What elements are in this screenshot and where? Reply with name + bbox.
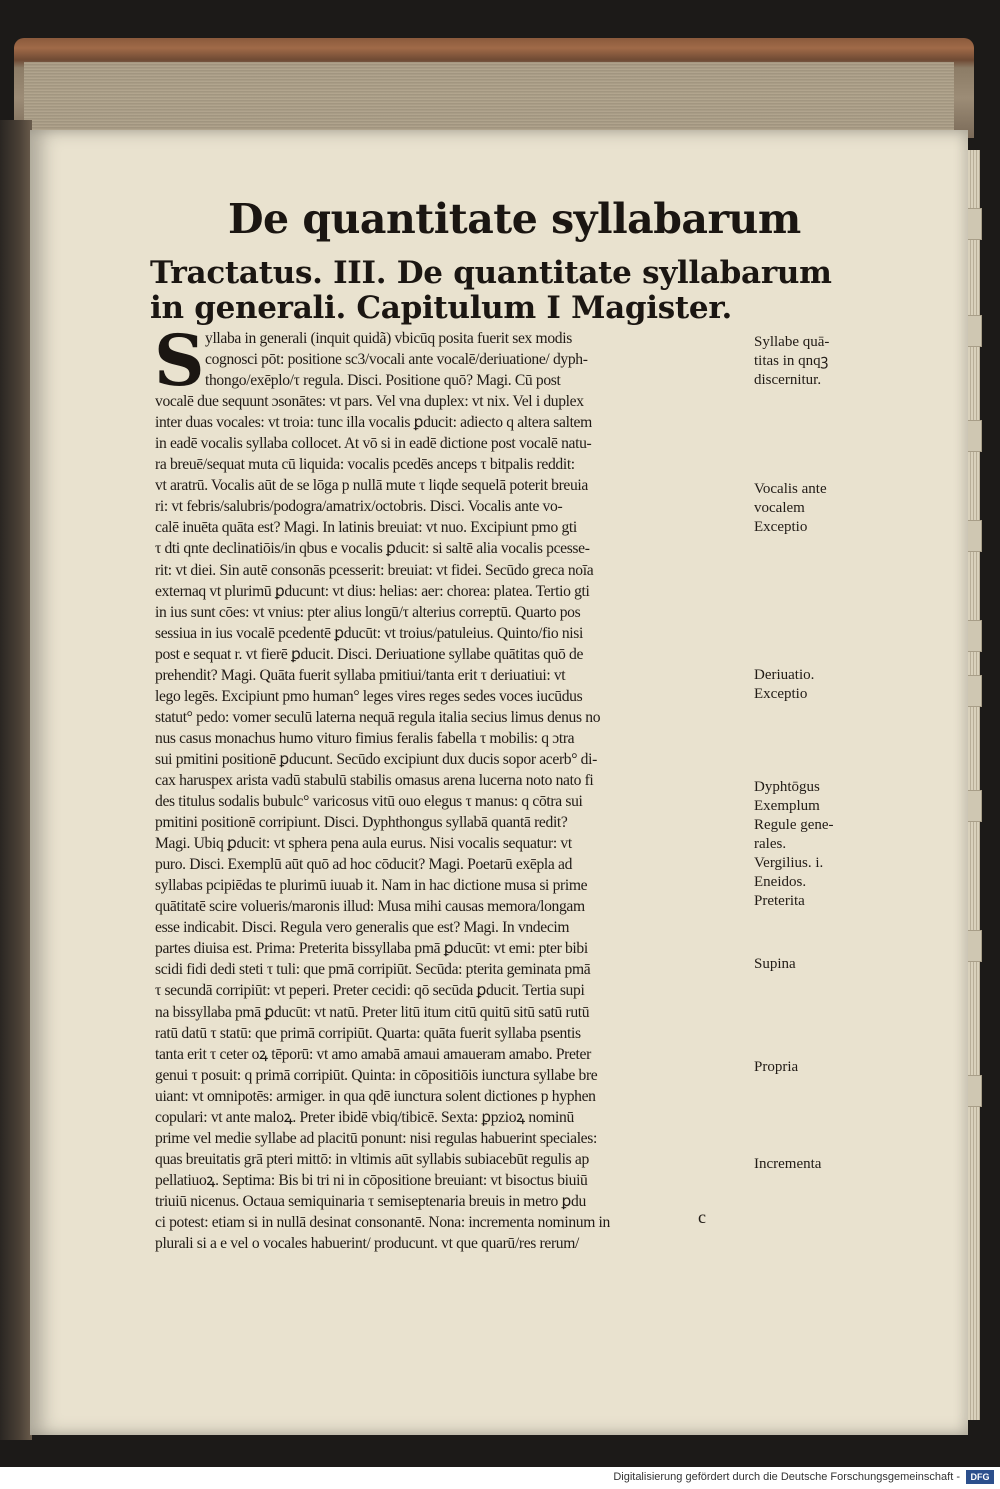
margin-note-line: Supina bbox=[754, 956, 796, 972]
text-line: nus casus monachus humo vituro fimius feralis fabella τ mobilis: q ɔtra bbox=[155, 729, 575, 747]
text-line: externaq vt plurimū ꝑducunt: vt dius: helias: aer: chorea: platea. Tertio gti bbox=[155, 582, 590, 600]
text-line: quātitatē scire volueris/maronis illud: Musa mihi causas memora/longam bbox=[155, 898, 585, 916]
text-line: sui pmitini positionē ꝑducunt. Secūdo excipiunt dux ducis sopor acerb° di- bbox=[155, 750, 597, 768]
margin-note-line: Regule gene- bbox=[754, 817, 834, 833]
page-tab bbox=[966, 620, 982, 652]
footer-bar bbox=[0, 1467, 1000, 1489]
margin-note-line: Syllabe quā- bbox=[754, 334, 830, 350]
margin-note-dyphtongus bbox=[754, 778, 864, 911]
text-line: ri: vt febris/salubris/podogra/amatrix/octobris. Disci. Vocalis ante vo- bbox=[155, 498, 563, 516]
text-line: cognosci pōt: positione sc3/vocali ante vocalē/deriuatione/ dyph- bbox=[205, 351, 588, 369]
page-tab bbox=[966, 420, 982, 452]
text-line: τ dti qnte declinatiōis/in qbus e vocalis ꝑducit: si saltē alia vocalis pcesse- bbox=[155, 540, 590, 558]
page-tab bbox=[966, 930, 982, 962]
text-line: uiant: vt omnipotēs: armiger. in qua qdē iunctura solent dictiones p hyphen bbox=[155, 1087, 596, 1105]
margin-note-line: rales. bbox=[754, 836, 787, 852]
margin-note-deriuatio bbox=[754, 666, 864, 704]
margin-note-vocalis bbox=[754, 480, 864, 537]
chapter-heading-line-2: in generali. Capitulum I Magister. bbox=[150, 290, 733, 326]
text-line: statut° pedo: vomer seculū laterna nequā regula italia secius limus denus no bbox=[155, 708, 601, 726]
text-line: partes diuisa est. Prima: Preterita bissyllaba pmā ꝑducūt: vt emi: pter bibi bbox=[155, 940, 588, 958]
margin-note-line: Vergilius. i. bbox=[754, 855, 824, 871]
margin-note-incrementa bbox=[754, 1155, 864, 1174]
text-line: prime vel medie syllabe ad placitū ponunt: nisi regulas habuerint speciales: bbox=[155, 1129, 597, 1147]
margin-note-syllabe bbox=[754, 333, 864, 390]
text-line: post e sequat r. vt fierē ꝑducit. Disci. Deriuatione syllabe quātitas quō de bbox=[155, 645, 584, 663]
text-line: plurali si a e vel o vocales habuerint/ producunt. vt que quarū/res rerum/ bbox=[155, 1235, 580, 1253]
text-line: inter duas vocales: vt troia: tunc illa vocalis ꝑducit: adiecto q altera saltem bbox=[155, 414, 592, 432]
text-line: prehendit? Magi. Quāta fuerit syllaba pmitiui/tanta erit τ deriuatiui: vt bbox=[155, 666, 566, 684]
text-line: ratū datū τ statū: que primā corripiūt. Quarta: quāta fuerit syllaba psentis bbox=[155, 1024, 581, 1042]
margin-note-line: Exemplum bbox=[754, 798, 820, 814]
margin-note-line: vocalem bbox=[754, 500, 805, 516]
text-line: tanta erit τ ceter oꝝ tēporū: vt amo amabā amaui amaueram amabo. Preter bbox=[155, 1045, 591, 1063]
text-line: ra breuē/sequat muta cū liquida: vocalis pcedēs anceps τ bitpalis reddit: bbox=[155, 456, 575, 474]
text-line: pellatiuoꝝ. Septima: Bis bi tri ni in cōpositione breuiant: vt bisoctus biuiū bbox=[155, 1171, 588, 1189]
text-line: na bissyllaba pmā ꝑducūt: vt natū. Preter litū itum citū quitū sitū satū rutū bbox=[155, 1003, 590, 1021]
margin-note-supina bbox=[754, 955, 864, 974]
margin-note-line: Exceptio bbox=[754, 519, 808, 535]
text-line: calē inuēta quāta est? Magi. In latinis breuiat: vt nuo. Excipiunt pmo gti bbox=[155, 519, 577, 537]
text-line: genui τ posuit: q primā corripiūt. Quinta: in cōpositiōis iunctura syllabe bre bbox=[155, 1066, 598, 1084]
decorated-initial: S bbox=[154, 319, 205, 402]
page-tab bbox=[966, 675, 982, 707]
chapter-heading-line-1: Tractatus. III. De quantitate syllabarum bbox=[150, 255, 832, 291]
text-line: yllaba in generali (inquit quidã) vbicūq posita fuerit sex modis bbox=[205, 330, 572, 347]
page-title: De quantitate syllabarum bbox=[228, 195, 801, 243]
page-tab bbox=[966, 1075, 982, 1107]
text-line: scidi fidi dedi steti τ tuli: que pmā corripiūt. Secūda: pterita geminata pmā bbox=[155, 961, 591, 979]
margin-note-line: Exceptio bbox=[754, 686, 808, 702]
text-line: des titulus sodalis bubulc° varicosus vitū ouo elegus τ manus: q cōtra sui bbox=[155, 793, 583, 811]
text-line: in ius sunt cōes: vt vnius: pter alius longū/τ alterius correptū. Quarto pos bbox=[155, 603, 581, 621]
text-line: in eadē vocalis syllaba collocet. At vō si in eadē dictione post vocalē natu- bbox=[155, 435, 592, 453]
text-line: thongo/exēplo/τ regula. Disci. Positione quō? Magi. Cū post bbox=[205, 372, 561, 390]
text-line: puro. Disci. Exemplū aūt quō ad hoc cōducit? Magi. Poetarū exēpla ad bbox=[155, 856, 573, 874]
margin-note-line: Eneidos. bbox=[754, 874, 807, 890]
margin-note-line: titas in qnqꝫ bbox=[754, 353, 829, 369]
page-tab bbox=[966, 520, 982, 552]
margin-note-line: Vocalis ante bbox=[754, 481, 827, 497]
page-block-edge bbox=[24, 62, 954, 132]
text-line: triuiū nicenus. Octaua semiquinaria τ semiseptenaria breuis in metro ꝑdu bbox=[155, 1192, 586, 1210]
page-tab bbox=[966, 315, 982, 347]
margin-note-line: discernitur. bbox=[754, 372, 822, 388]
margin-note-line: Deriuatio. bbox=[754, 667, 815, 683]
book-spine bbox=[0, 120, 32, 1440]
page-tab bbox=[966, 208, 982, 240]
body-text bbox=[154, 319, 747, 1254]
text-line: lego legēs. Excipiunt pmo human° leges vires reges sedes voces iucūdus bbox=[155, 687, 583, 705]
text-line: vt aratrū. Vocalis aūt de se lōga p nullā mute τ liqde sequelā poterit breuia bbox=[155, 477, 588, 495]
text-line: ci potest: etiam si in nullā desinat consonantē. Nona: incrementa nominum in bbox=[155, 1213, 610, 1231]
margin-note-line: Propria bbox=[754, 1059, 799, 1075]
text-line: cax haruspex arista vadū stabulū stabilis omasus arena lucerna noto nato fi bbox=[155, 771, 594, 789]
text-line: rit: vt diei. Sin autē consonās pcesserit: breuiat: vt fidei. Secūdo greca noīa bbox=[155, 561, 594, 579]
text-line: copulari: vt ante maloꝝ. Preter ibidē vbiq/tibicē. Sexta: ꝑpzioꝝ nominū bbox=[155, 1108, 574, 1126]
text-line: pmitini positionē corripiunt. Disci. Dyphthongus syllabā quantā redit? bbox=[155, 814, 568, 832]
margin-note-line: Incrementa bbox=[754, 1156, 822, 1172]
margin-note-line: Preterita bbox=[754, 893, 805, 909]
text-line: esse indicabit. Disci. Regula vero generalis que est? Magi. In vndecim bbox=[155, 919, 570, 937]
text-line: τ secundā corripiūt: vt peperi. Preter cecidi: qō secūda ꝑducit. Tertia supi bbox=[155, 982, 585, 1000]
dfg-logo: DFG bbox=[966, 1470, 994, 1484]
text-line: quas breuitatis grā pteri mittō: in vltimis aūt syllabis subiacebūt regulis ap bbox=[155, 1150, 589, 1168]
text-line: vocalē due sequunt ɔsonātes: vt pars. Vel vna duplex: vt nix. Vel i duplex bbox=[155, 393, 584, 411]
signature-mark: c bbox=[698, 1207, 706, 1227]
text-line: Magi. Ubiq ꝑducit: vt sphera pena aula eurus. Nisi vocalis sequatur: vt bbox=[155, 835, 572, 853]
footer-credit: Digitalisierung gefördert durch die Deutsche Forschungsgemeinschaft - bbox=[613, 1471, 960, 1483]
text-line: sessiua in ius vocalē pcedentē ꝑducūt: vt troius/patuleius. Quinto/fio nisi bbox=[155, 624, 583, 642]
margin-note-line: Dyphtōgus bbox=[754, 779, 820, 795]
text-line: syllabas pcipiēdas te plurimū iuuab it. Nam in hac dictione musa si prime bbox=[155, 877, 588, 895]
page-tab bbox=[966, 790, 982, 822]
margin-note-propria bbox=[754, 1058, 864, 1077]
